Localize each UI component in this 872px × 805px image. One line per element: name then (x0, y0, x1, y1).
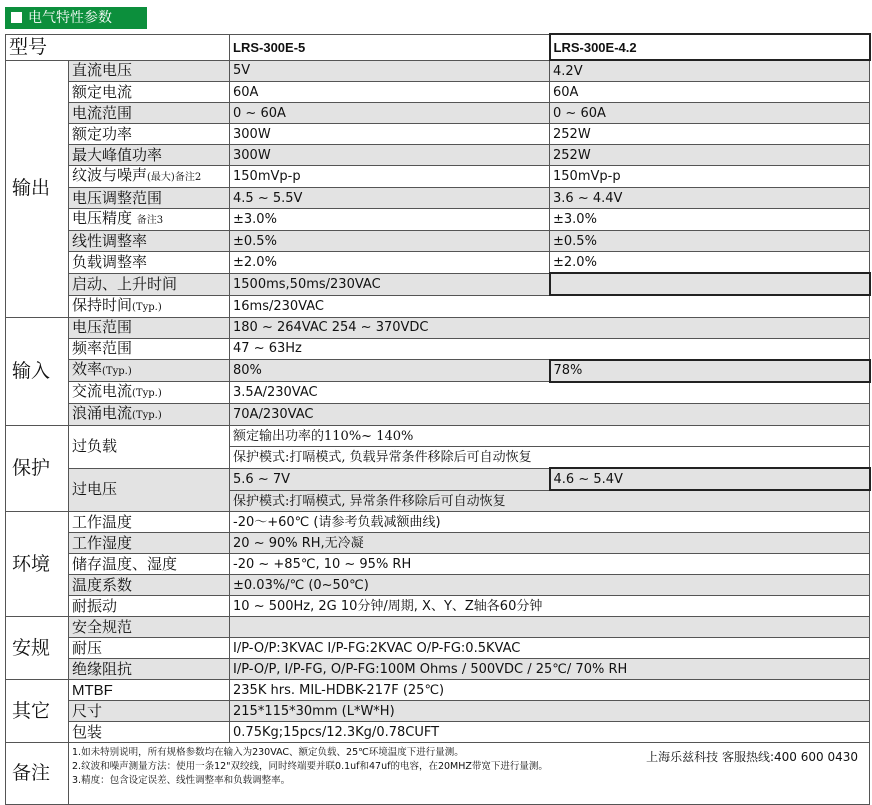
row-label: 安全规范 (69, 617, 230, 638)
value-1: ±3.0% (230, 209, 550, 231)
row-label: 最大峰值功率 (69, 145, 230, 166)
overvoltage-mode: 保护模式:打嗝模式, 异常条件移除后可自动恢复 (230, 490, 870, 512)
value-2: 78% (550, 360, 870, 382)
row-label: 储存温度、湿度 (69, 554, 230, 575)
value-2: ±3.0% (550, 209, 870, 231)
note-line: 3.精度：包含设定误差、线性调整率和负载调整率。 (72, 775, 291, 786)
row-label: 耐振动 (69, 596, 230, 617)
overload-mode: 保护模式:打嗝模式, 负载异常条件移除后可自动恢复 (230, 447, 870, 469)
value-1: 0 ~ 60A (230, 103, 550, 124)
value-2: ±0.5% (550, 231, 870, 252)
category-safety: 安规 (6, 617, 69, 680)
row-label: 工作温度 (69, 512, 230, 533)
label-note: 备注3 (136, 215, 164, 226)
label-text: 保持时间 (72, 295, 133, 314)
category-protection: 保护 (6, 426, 69, 512)
row-label (69, 295, 230, 317)
label-note: (Typ.) (102, 366, 132, 377)
square-icon (11, 12, 22, 23)
row-label: 启动、上升时间 (69, 273, 230, 295)
row-label: 负载调整率 (69, 252, 230, 274)
row-label: 耐压 (69, 638, 230, 659)
value-2: 0 ~ 60A (550, 103, 870, 124)
value-merged: -20 ~ +85℃, 10 ~ 95% RH (230, 554, 870, 575)
label-text: 浪涌电流 (72, 404, 133, 422)
row-label: 尺寸 (69, 701, 230, 722)
row-label: 直流电压 (69, 60, 230, 82)
value-1: 300W (230, 145, 550, 166)
value-merged: 180 ~ 264VAC 254 ~ 370VDC (230, 317, 870, 338)
value-2: 60A (550, 82, 870, 103)
value-2 (550, 273, 870, 295)
value-merged: 16ms/230VAC (230, 295, 870, 317)
value-1: ±2.0% (230, 252, 550, 274)
value-2: 4.6 ~ 5.4V (550, 468, 870, 490)
value-merged: ±0.03%/℃ (0~50℃) (230, 575, 870, 596)
spec-table (5, 33, 871, 805)
row-label (69, 404, 230, 426)
value-2: 252W (550, 124, 870, 145)
value-1: 150mVp-p (230, 166, 550, 188)
row-label (69, 209, 230, 231)
value-2: 4.2V (550, 60, 870, 82)
label-note: (Typ.) (132, 410, 162, 421)
value-merged: -20～+60℃ (请参考负载减额曲线) (230, 512, 870, 533)
value-1: 300W (230, 124, 550, 145)
value-2: 252W (550, 145, 870, 166)
row-label: 温度系数 (69, 575, 230, 596)
value-merged: 10 ~ 500Hz, 2G 10分钟/周期, X、Y、Z轴各60分钟 (230, 596, 870, 617)
model-1: LRS-300E-5 (230, 34, 550, 60)
value-merged: 3.5A/230VAC (230, 382, 870, 404)
notes-cell (69, 743, 870, 805)
model-header-label: 型号 (6, 34, 230, 60)
label-note: (Typ.) (132, 388, 162, 399)
hotline-text: 上海乐兹科技 客服热线:400 600 0430 (646, 750, 859, 764)
note-line: 2.纹波和噪声测量方法：使用一条12"双绞线，同时终端要并联0.1uf和47uf的电容，在20MHZ带宽下进行量测。 (72, 761, 548, 772)
value-merged: 235K hrs. MIL-HDBK-217F (25℃) (230, 680, 870, 701)
value-1: 4.5 ~ 5.5V (230, 188, 550, 209)
value-merged: 47 ~ 63Hz (230, 338, 870, 360)
category-environment: 环境 (6, 512, 69, 617)
row-label: 额定电流 (69, 82, 230, 103)
row-label: 包装 (69, 722, 230, 743)
row-label: 频率范围 (69, 338, 230, 360)
row-label: 电流范围 (69, 103, 230, 124)
row-label: 线性调整率 (69, 231, 230, 252)
label-note: (Typ.) (132, 301, 162, 313)
value-1: 80% (230, 360, 550, 382)
row-label (69, 382, 230, 404)
label-note: (最大)备注2 (147, 172, 202, 183)
category-output: 输出 (6, 60, 69, 317)
value-1: ±0.5% (230, 231, 550, 252)
model-2: LRS-300E-4.2 (550, 34, 870, 60)
category-other: 其它 (6, 680, 69, 743)
row-label: MTBF (69, 680, 230, 701)
row-label: 电压范围 (69, 317, 230, 338)
row-label: 绝缘阻抗 (69, 659, 230, 680)
row-label-overvoltage: 过电压 (69, 468, 230, 512)
overload-range: 额定输出功率的110%~ 140% (230, 426, 870, 447)
label-text: 纹波与噪声 (72, 166, 148, 184)
row-label (69, 166, 230, 188)
category-notes: 备注 (6, 743, 69, 805)
value-merged: 70A/230VAC (230, 404, 870, 426)
value-2: ±2.0% (550, 252, 870, 274)
label-text: 电压精度 (72, 209, 133, 227)
value-merged: 215*115*30mm (L*W*H) (230, 701, 870, 722)
value-merged: 20 ~ 90% RH,无冷凝 (230, 533, 870, 554)
value-2: 150mVp-p (550, 166, 870, 188)
label-text: 效率 (72, 360, 103, 378)
section-title: 电气特性参数 (28, 10, 112, 26)
value-1: 5.6 ~ 7V (230, 468, 550, 490)
note-line: 1.如未特别说明，所有规格参数均在输入为230VAC、额定负载、25℃环境温度下进行量测。 (72, 747, 464, 758)
row-label: 电压调整范围 (69, 188, 230, 209)
value-1: 60A (230, 82, 550, 103)
row-label: 工作湿度 (69, 533, 230, 554)
value-2: 3.6 ~ 4.4V (550, 188, 870, 209)
value-merged: I/P-O/P, I/P-FG, O/P-FG:100M Ohms / 500VDC / 25℃/ 70% RH (230, 659, 870, 680)
row-label: 额定功率 (69, 124, 230, 145)
value-merged: I/P-O/P:3KVAC I/P-FG:2KVAC O/P-FG:0.5KVAC (230, 638, 870, 659)
category-input: 输入 (6, 317, 69, 426)
label-text: 交流电流 (72, 382, 133, 400)
value-1: 1500ms,50ms/230VAC (230, 273, 550, 295)
value-1: 5V (230, 60, 550, 82)
section-header (5, 7, 147, 29)
row-label (69, 360, 230, 382)
value-merged (230, 617, 870, 638)
value-merged: 0.75Kg;15pcs/12.3Kg/0.78CUFT (230, 722, 870, 743)
row-label-overload: 过负载 (69, 426, 230, 469)
